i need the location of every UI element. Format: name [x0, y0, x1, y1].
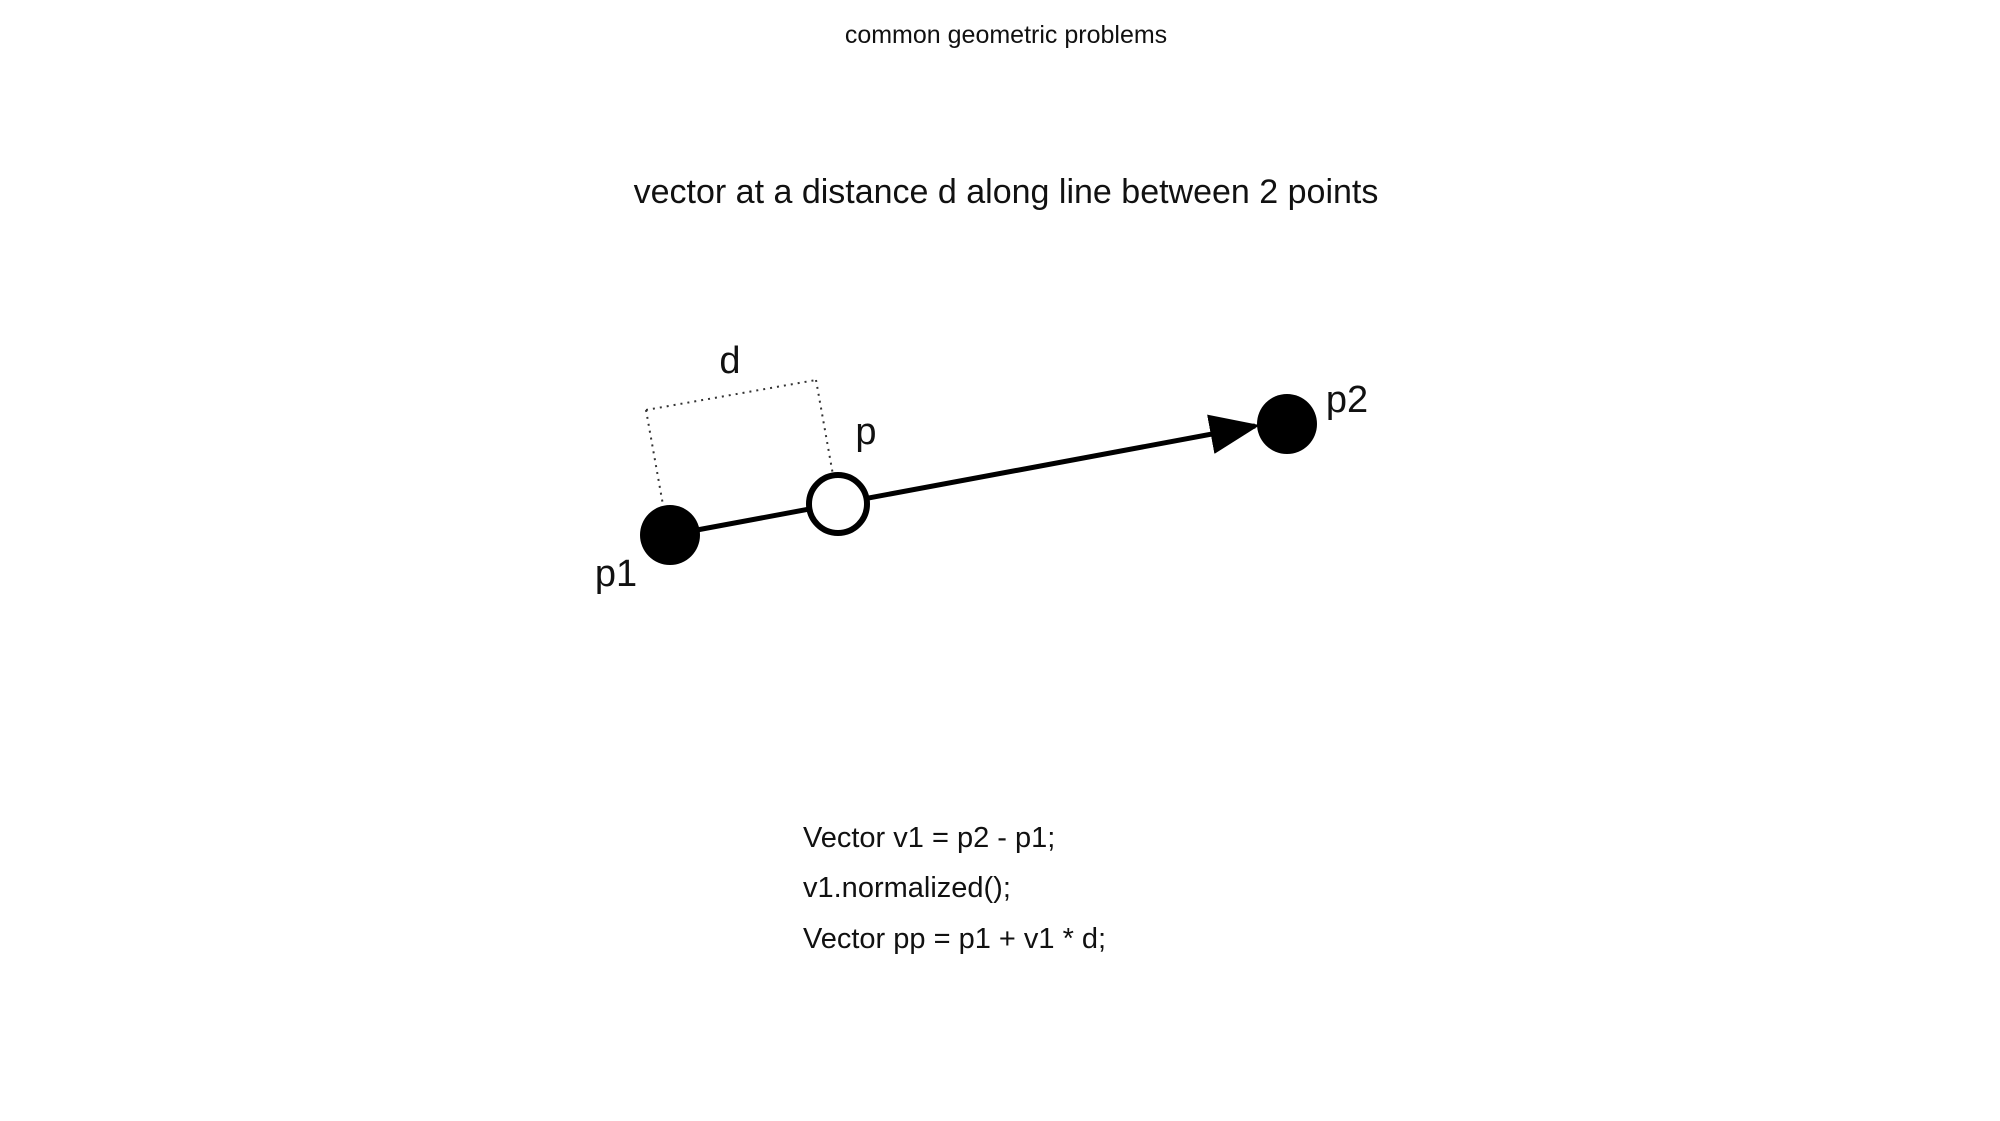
- label-p1: p1: [594, 553, 638, 595]
- point-p2: [1257, 394, 1317, 454]
- point-p1: [640, 505, 700, 565]
- code-block: [803, 822, 1106, 955]
- label-d: d: [719, 340, 741, 382]
- label-p: p: [855, 411, 877, 453]
- code-line: Vector v1 = p2 - p1;: [803, 822, 1056, 854]
- dimension-extension-end: [816, 380, 833, 475]
- code-line: Vector pp = p1 + v1 * d;: [803, 923, 1107, 955]
- vector-line: [670, 426, 1255, 535]
- code-line: v1.normalized();: [803, 872, 1011, 904]
- diagram-subtitle: vector at a distance d along line between 2 points: [633, 173, 1379, 211]
- page-title: common geometric problems: [844, 21, 1168, 49]
- dimension-extension-start: [646, 410, 663, 505]
- point-p: [809, 475, 867, 533]
- label-p2: p2: [1325, 379, 1369, 421]
- distance-dimension: [646, 380, 833, 505]
- dimension-line: [646, 380, 816, 410]
